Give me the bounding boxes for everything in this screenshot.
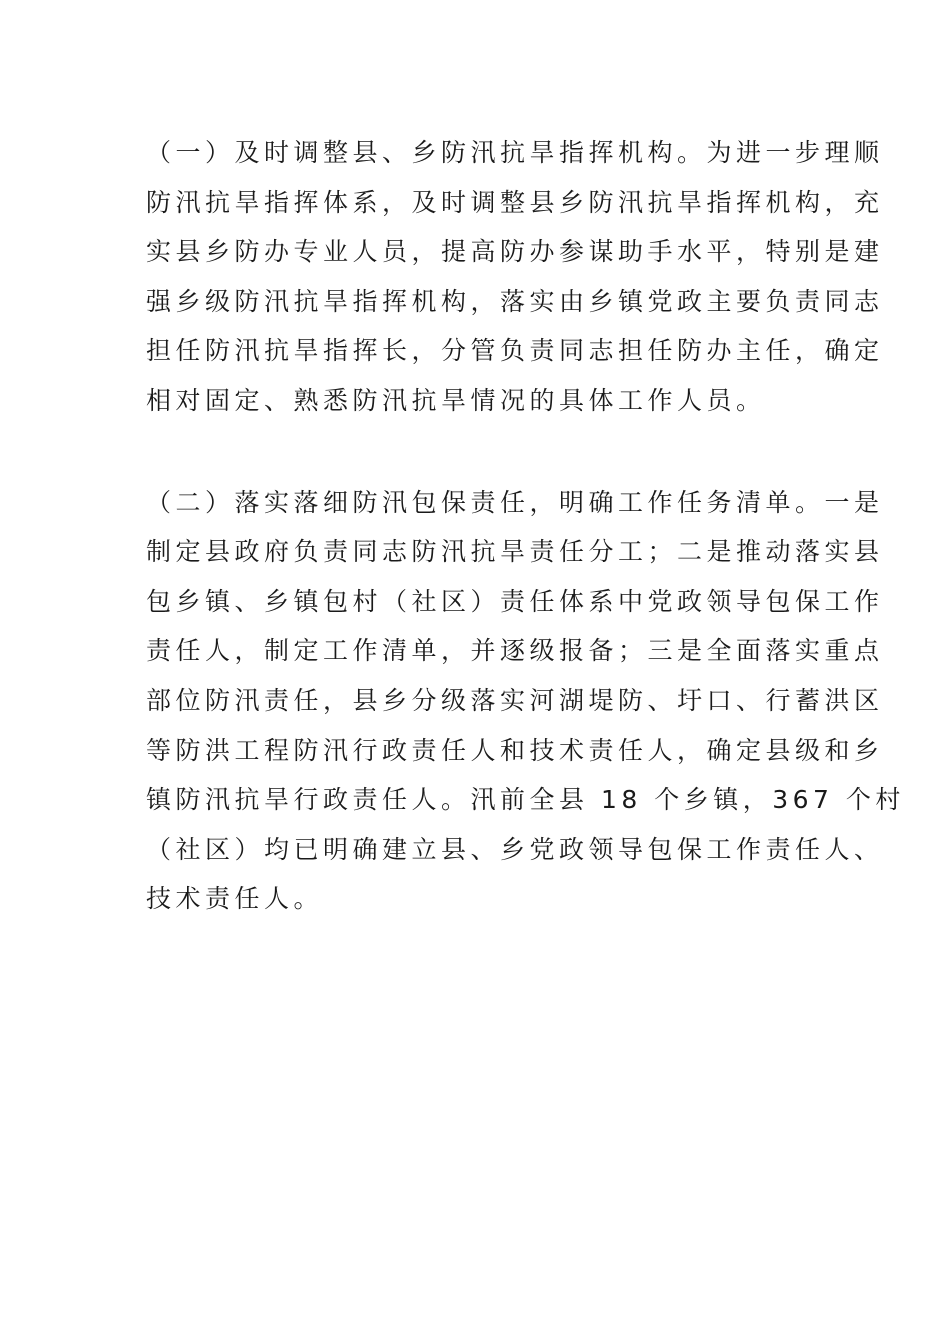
paragraph-2 <box>146 478 905 924</box>
paragraph-spacer <box>146 426 806 478</box>
paragraph-line: 部位防汛责任，县乡分级落实河湖堤防、圩口、行蓄洪区 <box>146 685 884 715</box>
paragraph-line: 担任防汛抗旱指挥长，分管负责同志担任防办主任，确定 <box>146 336 884 366</box>
document-body <box>146 128 905 924</box>
paragraph-line: 包乡镇、乡镇包村（社区）责任体系中党政领导包保工作 <box>146 586 884 616</box>
paragraph-line: 镇防汛抗旱行政责任人。汛前全县 18 个乡镇，367 个村 <box>146 785 905 815</box>
paragraph-line: 技术责任人。 <box>146 884 324 914</box>
paragraph-line: （社区）均已明确建立县、乡党政领导包保工作责任人、 <box>146 834 884 864</box>
paragraph-line: 强乡级防汛抗旱指挥机构，落实由乡镇党政主要负责同志 <box>146 286 884 316</box>
paragraph-line: （二）落实落细防汛包保责任，明确工作任务清单。一是 <box>146 487 884 517</box>
paragraph-line: 责任人，制定工作清单，并逐级报备；三是全面落实重点 <box>146 636 884 666</box>
paragraph-line: 防汛抗旱指挥体系，及时调整县乡防汛抗旱指挥机构，充 <box>146 187 884 217</box>
paragraph-line: （一）及时调整县、乡防汛抗旱指挥机构。为进一步理顺 <box>146 138 884 167</box>
paragraph-line: 制定县政府负责同志防汛抗旱责任分工；二是推动落实县 <box>146 537 884 567</box>
paragraph-1 <box>146 128 884 426</box>
paragraph-line: 相对固定、熟悉防汛抗旱情况的具体工作人员。 <box>146 385 766 415</box>
paragraph-line: 实县乡防办专业人员，提高防办参谋助手水平，特别是建 <box>146 237 884 267</box>
paragraph-line: 等防洪工程防汛行政责任人和技术责任人，确定县级和乡 <box>146 735 884 765</box>
